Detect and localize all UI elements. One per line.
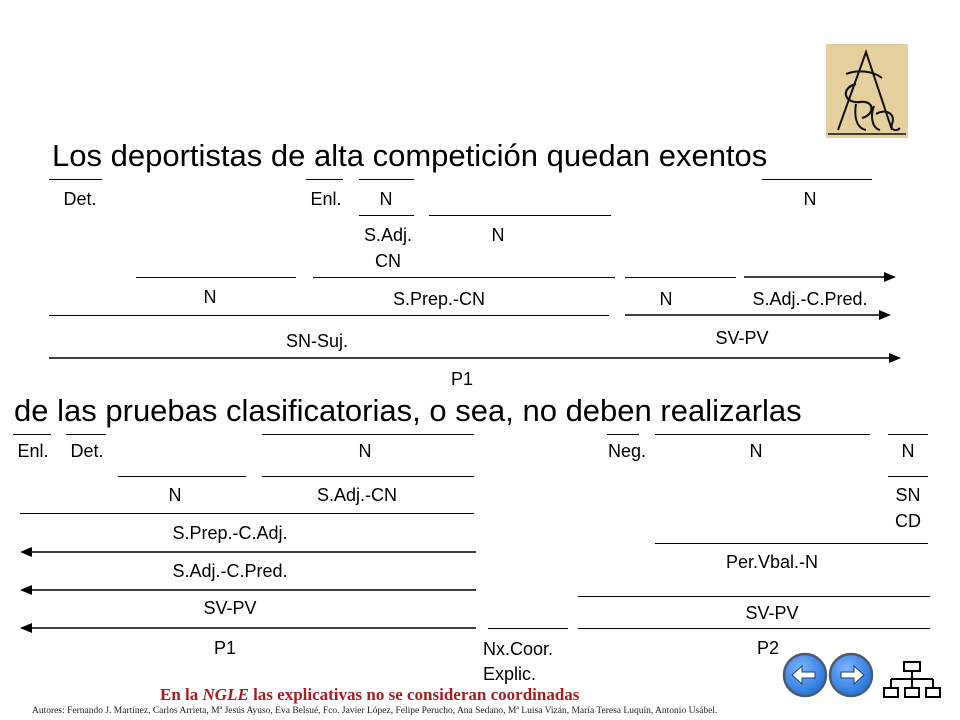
- sitemap-icon: [882, 660, 944, 700]
- bracket-line: [118, 476, 246, 477]
- arrow-right: [49, 351, 901, 365]
- label-enl: Enl.: [17, 441, 49, 461]
- label-sv-pv-left: SV-PV: [203, 598, 257, 618]
- underline: [655, 434, 870, 435]
- word: competición: [372, 138, 539, 173]
- bracket-line: [20, 513, 474, 514]
- bracket-line: [888, 476, 928, 477]
- word: alta: [313, 138, 364, 173]
- sitemap-button[interactable]: [882, 660, 944, 700]
- label-n-exentos: N: [803, 189, 817, 209]
- bracket-line: [625, 277, 736, 278]
- word: pruebas: [105, 393, 218, 428]
- label-sadj-cpred: S.Adj.-C.Pred.: [172, 561, 288, 581]
- forward-button[interactable]: [828, 652, 874, 698]
- arrow-left: [20, 545, 476, 559]
- label-sadj-cn: S.Adj.-CN: [316, 485, 398, 505]
- label-det: Det.: [63, 189, 97, 209]
- underline: [306, 179, 343, 180]
- label-neg: Neg.: [607, 441, 647, 461]
- bracket-line: [262, 476, 474, 477]
- back-button[interactable]: [782, 652, 828, 698]
- word: de: [14, 393, 49, 428]
- word: no: [522, 393, 557, 428]
- bracket-line: [488, 628, 568, 629]
- label-det: Det.: [70, 441, 104, 461]
- label-sprep-cadj: S.Prep.-C.Adj.: [172, 523, 288, 543]
- label-pervbal-n: Per.Vbal.-N: [725, 552, 819, 572]
- underline: [49, 179, 102, 180]
- underline: [888, 434, 928, 435]
- label-n-quedan: N: [659, 289, 673, 309]
- authors-credit: Autores: Fernando J. Martínez, Carlos Arrieta, Mª Jesús Ayuso, Eva Belsué, Fco. Javier López, Felipe Perucho, Ana Sedano, Mª Luisa Vizán, María Teresa Luquín, Antonio Usábel.: [32, 706, 718, 716]
- word: quedan: [546, 138, 651, 173]
- word: las: [57, 393, 97, 428]
- footnote: [160, 685, 579, 705]
- label-n-pruebas: N: [168, 485, 182, 505]
- label-n-las: N: [901, 441, 915, 461]
- underline: [262, 434, 474, 435]
- bracket-line: [578, 596, 930, 597]
- word: Los: [52, 138, 102, 173]
- word: exentos: [658, 138, 768, 173]
- label-p1: P1: [213, 638, 237, 658]
- footnote-pre: En la: [160, 685, 203, 704]
- bracket-line: [136, 277, 296, 278]
- arrow-right: [744, 270, 896, 284]
- bracket-line: [359, 215, 414, 216]
- bracket-line: [313, 277, 615, 278]
- label-sn-line2: CD: [895, 511, 921, 531]
- forward-arrow-icon: [828, 652, 874, 698]
- arrow-right: [625, 308, 891, 322]
- word: clasificatorias,: [226, 393, 421, 428]
- label-nx-line1: Nx.Coor.: [483, 639, 554, 659]
- label-nx-line2: Explic.: [483, 664, 537, 684]
- label-n-competicion: N: [491, 225, 505, 245]
- arrow-left: [20, 583, 476, 597]
- underline: [13, 434, 51, 435]
- label-sprep-cn: S.Prep.-CN: [392, 289, 486, 309]
- bracket-line: [49, 315, 609, 316]
- label-n-alta: N: [379, 189, 393, 209]
- label-p1: P1: [450, 369, 474, 389]
- label-sn-cd: [895, 482, 921, 534]
- label-nx-coor-explic: [483, 637, 553, 687]
- underline: [359, 179, 414, 180]
- underline: [607, 434, 639, 435]
- back-arrow-icon: [782, 652, 828, 698]
- sentence-1: [52, 140, 767, 171]
- label-sadj-cpred: S.Adj.-C.Pred.: [752, 289, 868, 309]
- label-n-clasificatorias: N: [358, 441, 372, 461]
- underline: [66, 434, 106, 435]
- label-sadj-line1: S.Adj.: [363, 225, 413, 245]
- word: deportistas: [110, 138, 263, 173]
- arrow-left: [20, 621, 476, 635]
- word: o: [429, 393, 447, 428]
- label-sn-suj: SN-Suj.: [285, 331, 349, 351]
- word: realizarlas: [660, 393, 802, 428]
- footnote-post: las explicativas no se consideran coordinadas: [248, 685, 580, 704]
- underline: [762, 179, 872, 180]
- label-sadj-cn: [364, 222, 412, 274]
- label-sn-line1: SN: [895, 485, 921, 505]
- label-p2: P2: [756, 638, 780, 658]
- bracket-line: [655, 543, 928, 544]
- bracket-line: [429, 215, 611, 216]
- logo-icon: [826, 44, 908, 138]
- bracket-line: [578, 628, 930, 629]
- label-sadj-line2: CN: [375, 251, 401, 271]
- label-n-deben: N: [749, 441, 763, 461]
- word: sea,: [455, 393, 514, 428]
- label-enl: Enl.: [310, 189, 342, 209]
- footnote-em: NGLE: [202, 685, 249, 704]
- label-n-deportistas: N: [203, 287, 217, 307]
- sentence-2: [14, 395, 802, 426]
- word: deben: [565, 393, 652, 428]
- label-sv-pv: SV-PV: [715, 328, 769, 348]
- label-sv-pv-right: SV-PV: [745, 603, 799, 623]
- word: de: [270, 138, 306, 173]
